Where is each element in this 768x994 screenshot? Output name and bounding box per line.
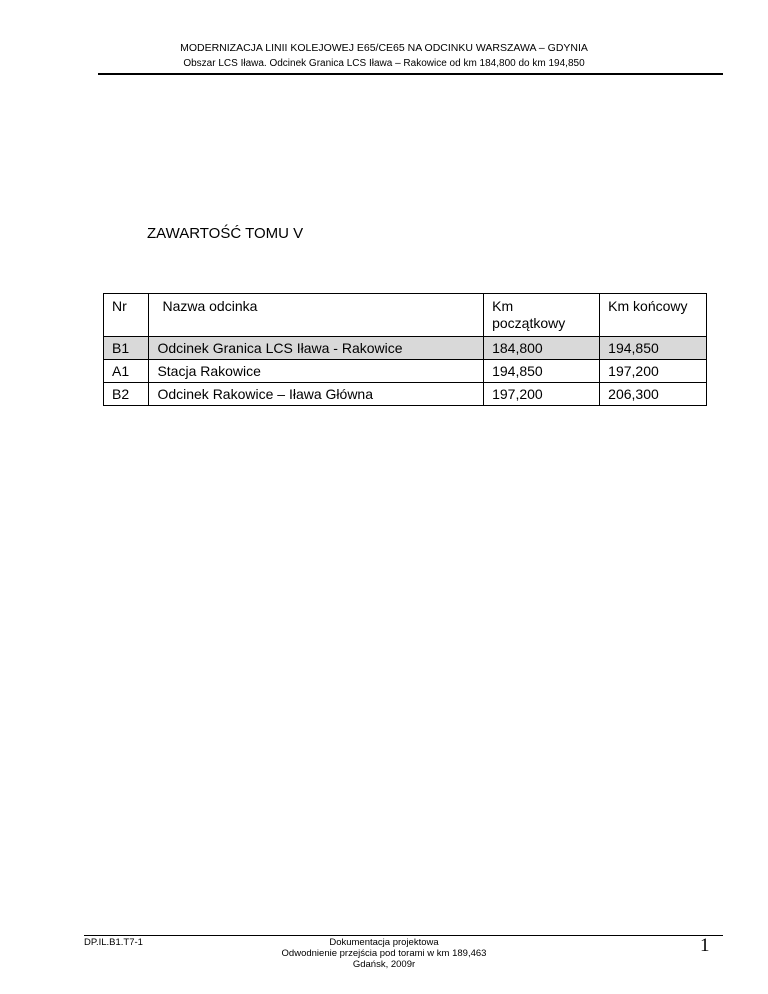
page-header [0,40,768,71]
cell-nr: A1 [104,360,149,383]
cell-name: Odcinek Granica LCS Iława - Rakowice [149,337,484,360]
header-nr: Nr [104,294,149,337]
cell-nr: B2 [104,383,149,406]
footer-divider [84,935,723,936]
cell-km-start: 197,200 [484,383,600,406]
cell-name: Stacja Rakowice [149,360,484,383]
header-km-start-line1: Km [492,298,514,314]
header-project-title: MODERNIZACJA LINII KOLEJOWEJ E65/CE65 NA ODCINKU WARSZAWA – GDYNIA [180,42,588,54]
header-km-end: Km końcowy [600,294,707,337]
footer-line-1: Dokumentacja projektowa [329,937,439,948]
cell-km-start: 184,800 [484,337,600,360]
cell-name: Odcinek Rakowice – Iława Główna [149,383,484,406]
table-row [104,383,707,406]
section-title: ZAWARTOŚĆ TOMU V [147,225,304,242]
cell-km-start: 194,850 [484,360,600,383]
cell-km-end: 197,200 [600,360,707,383]
table-header-row [104,294,707,337]
header-subtitle: Obszar LCS Iława. Odcinek Granica LCS Iława – Rakowice od km 184,800 do km 194,850 [183,58,585,69]
cell-km-end: 206,300 [600,383,707,406]
header-name: Nazwa odcinka [149,294,484,337]
cell-nr: B1 [104,337,149,360]
page-number: 1 [700,935,710,956]
document-code: DP.IL.B1.T7-1 [84,937,143,948]
header-km-start [484,294,600,337]
footer-line-3: Gdańsk, 2009r [352,959,416,970]
table-row [104,360,707,383]
footer-info [0,937,768,970]
footer-line-2: Odwodnienie przejścia pod torami w km 189,463 [281,948,487,959]
contents-table [103,293,707,406]
table-row [104,337,707,360]
header-divider [98,73,723,75]
header-km-start-line2: początkowy [492,315,566,331]
cell-km-end: 194,850 [600,337,707,360]
